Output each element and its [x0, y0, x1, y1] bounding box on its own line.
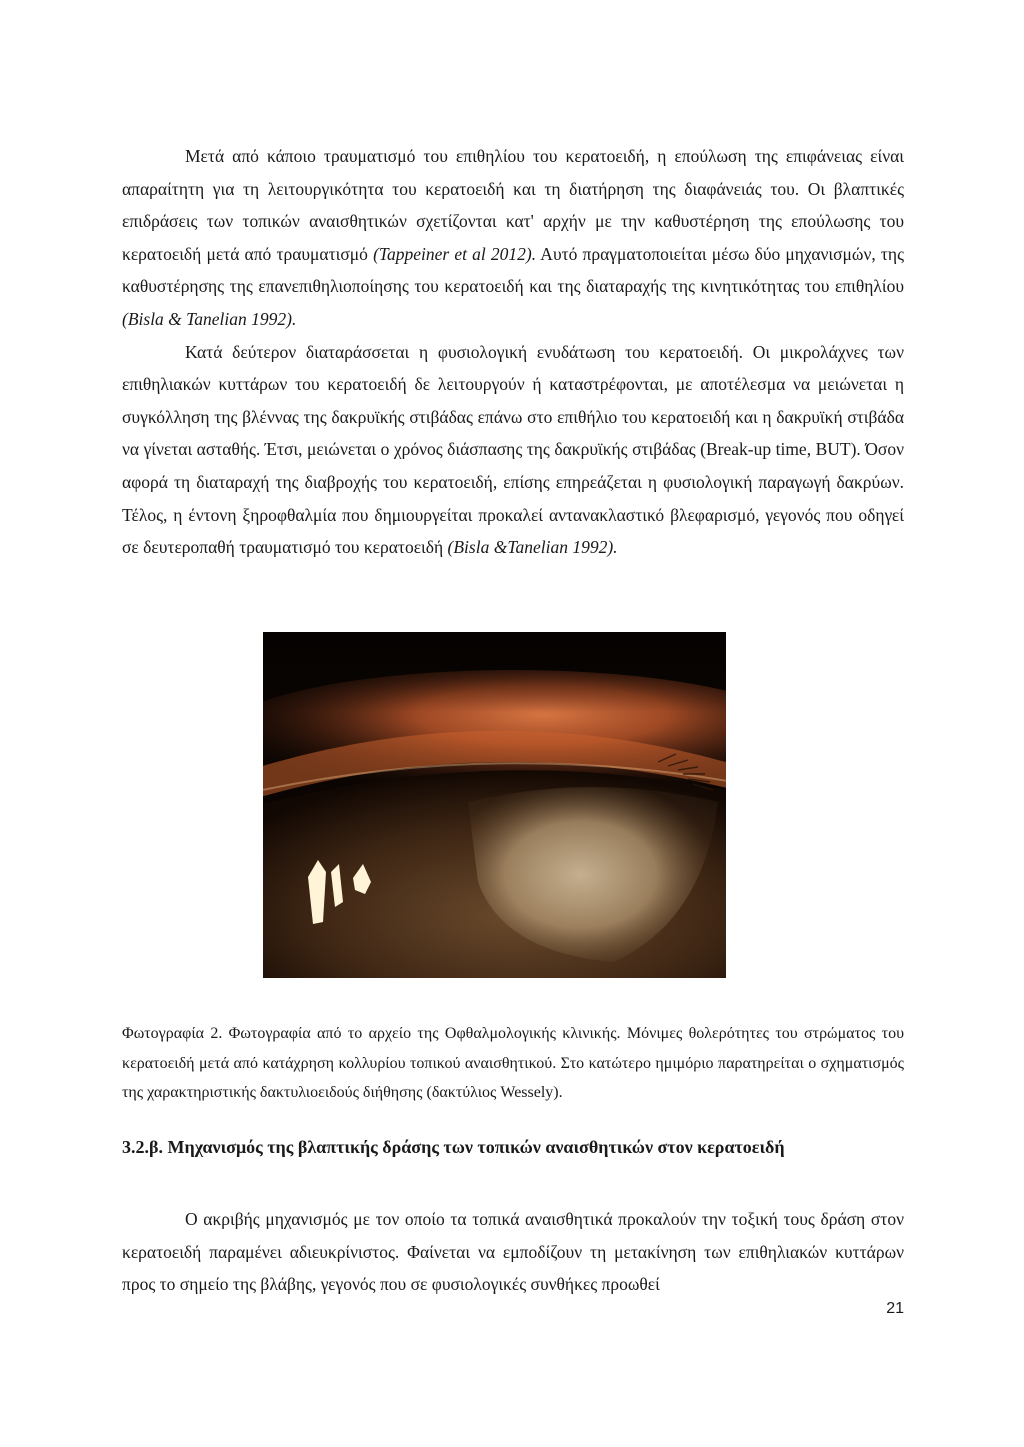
- paragraph-2-text: Κατά δεύτερον διαταράσσεται η φυσιολογική ενυδάτωση του κερατοειδή. Οι μικρολάχνες των επιθηλιακών κυττάρων του κερατοειδή δε λειτουργούν ή καταστρέφονται, με αποτέλεσμα να μειώνεται η συγκόλληση της βλέννας της δακρυϊκής στιβάδας επάνω στο επιθήλιο του κερατοειδή και η δακρυϊκή στιβάδα να γίνεται ασταθής. Έτσι, μειώνεται ο χρόνος διάσπασης της δακρυϊκής στιβάδας (Break-up time, BUT). Όσον αφορά τη διαταραχή της διαβροχής του κερατοειδή, επίσης επηρεάζεται η φυσιολογική παραγωγή δακρύων. Τέλος, η έντονη ξηροφθαλμία που δημιουργείται προκαλεί αντανακλαστικό βλεφαρισμό, γεγονός που οδηγεί σε δευτεροπαθή τραυματισμό του κερατοειδή: [122, 341, 904, 558]
- paragraph-2: [122, 336, 904, 564]
- citation-tappeiner: (Tappeiner et al 2012).: [373, 243, 537, 264]
- figure-caption: Φωτογραφία 2. Φωτογραφία από το αρχείο της Οφθαλμολογικής κλινικής. Μόνιμες θολερότητες του στρώματος του κερατοειδή μετά από κατάχρηση κολλυρίου τοπικού αναισθητικού. Στο κατώτερο ημιμόριο παρατηρείται ο σχηματισμός της χαρακτηριστικής δακτυλιοειδούς διήθησης (δακτύλιος Wessely).: [122, 1025, 904, 1101]
- paragraph-1: [122, 140, 904, 336]
- eye-photograph: [263, 632, 726, 978]
- body-text: [122, 140, 904, 564]
- page-number: 21: [886, 1300, 904, 1317]
- section-heading: 3.2.β. Μηχανισμός της βλαπτικής δράσης των τοπικών αναισθητικών στον κερατοειδή: [122, 1137, 785, 1157]
- paragraph-1-text-a: Μετά από κάποιο τραυματισμό του επιθηλίου του κερατοειδή, η επούλωση της επιφάνειας είναι απαραίτητη για τη λειτουργικότητα του κερατοειδή και τη διατήρηση της διαφάνειάς του. Οι βλαπτικές επιδράσεις των τοπικών αναισθητικών σχετίζονται κατ' αρχήν με την καθυστέρηση της επούλωσης του κερατοειδή μετά από τραυματισμό: [122, 146, 904, 264]
- section-paragraph: Ο ακριβής μηχανισμός με τον οποίο τα τοπικά αναισθητικά προκαλούν την τοξική τους δράση στον κερατοειδή παραμένει αδιευκρίνιστος. Φαίνεται να εμποδίζουν τη μετακίνηση των επιθηλιακών κυττάρων προς το σημείο της βλάβης, γεγονός που σε φυσιολογικές συνθήκες προωθεί: [122, 1209, 904, 1295]
- paragraph-1-text-b: Αυτό πραγματοποιείται μέσω δύο μηχανισμών, της καθυστέρησης της επανεπιθηλιοποίησης του κερατοειδή και της διαταραχής της κινητικότητας του επιθηλίου: [122, 243, 904, 297]
- citation-bisla-1: (Bisla & Tanelian 1992).: [122, 308, 297, 329]
- eye-photo-illustration: [263, 632, 726, 978]
- citation-bisla-2: (Bisla &Tanelian 1992).: [447, 537, 618, 558]
